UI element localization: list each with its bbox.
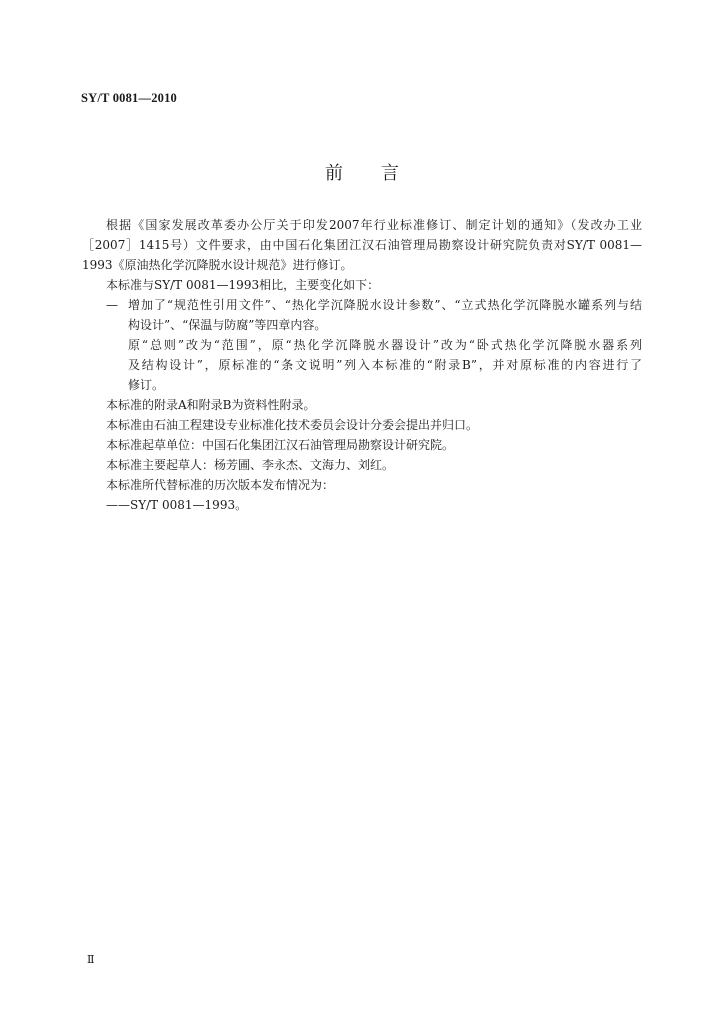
change-item-2-line3: 修订。 bbox=[128, 378, 165, 392]
foreword-body bbox=[82, 215, 642, 515]
main-drafters: 本标准主要起草人：杨芳圃、李永杰、文海力、刘红。 bbox=[106, 458, 395, 472]
change-item-2-line1: 原“总则”改为“范围”，原“热化学沉降脱水器设计”改为“卧式热化学沉降脱水器系列 bbox=[128, 338, 642, 352]
para1-line1: 根据《国家发展改革委办公厅关于印发2007年行业标准修订、制定计划的通知》（发改办工业 bbox=[106, 218, 642, 232]
para1-line2: ［2007］1415号）文件要求，由中国石化集团江汉石油管理局勘察设计研究院负责对SY/T 0081— bbox=[82, 238, 642, 252]
history-intro: 本标准所代替标准的历次版本发布情况为： bbox=[106, 478, 335, 492]
title-char-1: 前 bbox=[325, 163, 343, 184]
change-item-1-line2: 构设计”、“保温与防腐”等四章内容。 bbox=[128, 318, 327, 332]
title-char-2: 言 bbox=[381, 163, 399, 184]
change-item-1-text: 增加了“规范性引用文件”、“热化学沉降脱水设计参数”、“立式热化学沉降脱水罐系列与结 bbox=[128, 298, 642, 312]
page-number: Ⅱ bbox=[87, 954, 95, 966]
drafting-unit: 本标准起草单位：中国石化集团江汉石油管理局勘察设计研究院。 bbox=[106, 438, 455, 452]
standard-code-header: SY/T 0081—2010 bbox=[81, 91, 177, 105]
appendix-note: 本标准的附录A和附录B为资料性附录。 bbox=[106, 398, 316, 412]
para1-line3: 1993《原油热化学沉降脱水设计规范》进行修订。 bbox=[82, 258, 353, 272]
changes-intro: 本标准与SY/T 0081—1993相比，主要变化如下： bbox=[106, 278, 380, 292]
dash-mark: — bbox=[106, 298, 118, 312]
change-item-1-line1 bbox=[82, 295, 642, 315]
change-item-2-line2: 及结构设计”，原标准的“条文说明”列入本标准的“附录B”，并对原标准的内容进行了 bbox=[128, 358, 642, 372]
page-title bbox=[0, 159, 724, 185]
history-item: ——SY/T 0081—1993。 bbox=[106, 498, 248, 512]
proposer-note: 本标准由石油工程建设专业标准化技术委员会设计分委会提出并归口。 bbox=[106, 418, 479, 432]
